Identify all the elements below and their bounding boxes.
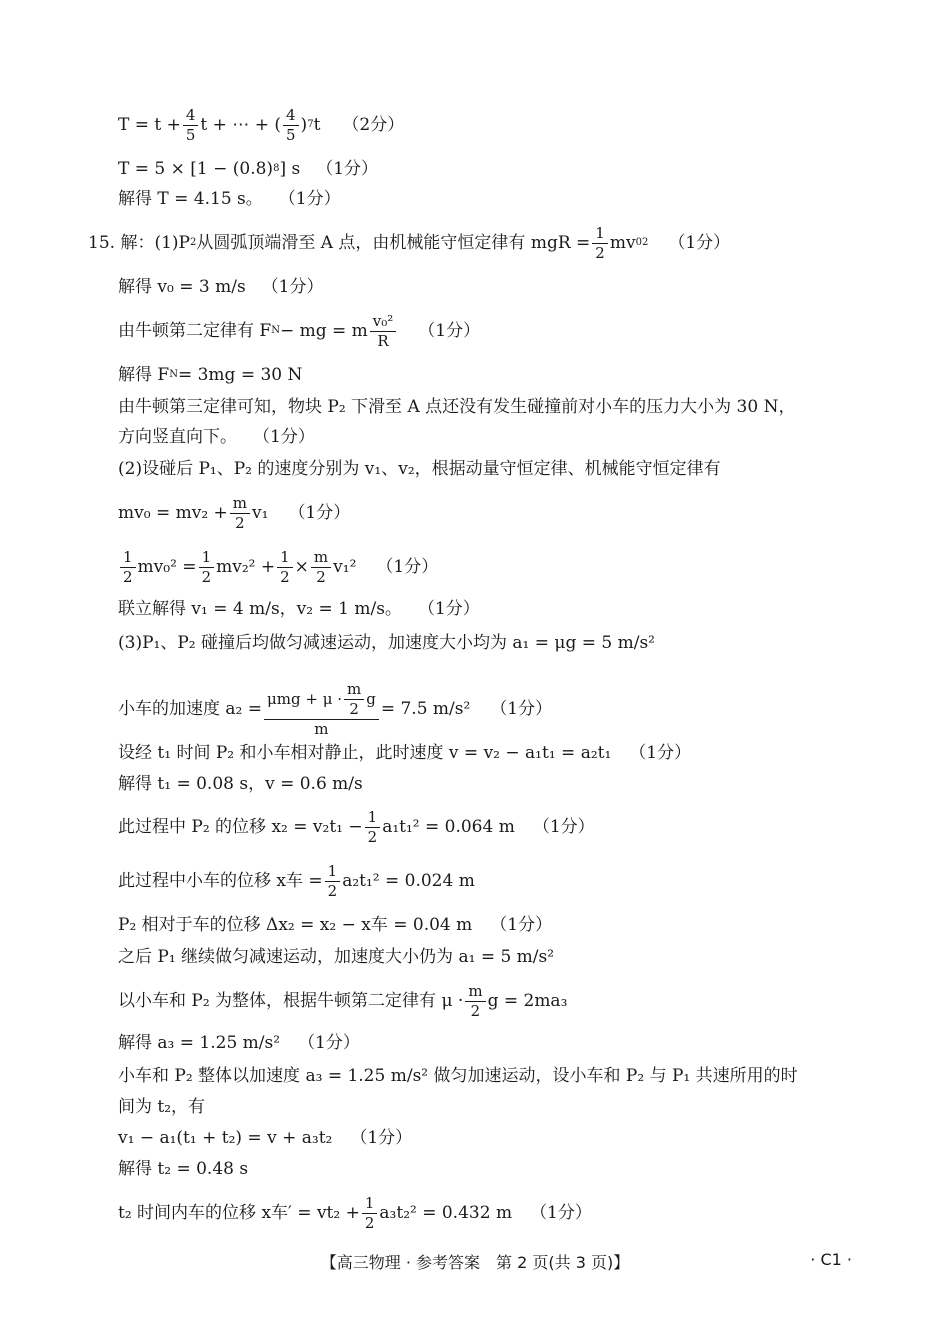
body-text: 小车和 P₂ 整体以加速度 a₃ = 1.25 m/s² 做匀加速运动，设小车和 P₂ 与 P₁ 共速所用的时: [118, 1066, 798, 1086]
t1-result: [118, 771, 363, 797]
numerator: 1: [362, 1196, 378, 1214]
period-sum-equation: [118, 156, 378, 182]
fraction: [183, 105, 199, 144]
score-label: （1分）: [261, 277, 324, 297]
fraction: [199, 547, 215, 586]
equation-text: − mg = m: [279, 321, 368, 341]
whole-system-equation: [118, 981, 568, 1020]
equation-text: ×: [294, 557, 309, 577]
numerator: 1: [199, 550, 215, 568]
result-text: 解得 F: [118, 365, 170, 385]
fraction: [277, 547, 293, 586]
equation-text: μmg + μ ·: [267, 689, 342, 708]
period-result: [118, 186, 341, 212]
body-text: 间为 t₂，有: [118, 1097, 206, 1117]
result-text: 联立解得 v₁ = 4 m/s，v₂ = 1 m/s。: [118, 599, 402, 619]
problem-15-intro: [88, 223, 731, 262]
numerator: 1: [120, 550, 136, 568]
equation-text: 由牛顿第二定律有 F: [118, 321, 272, 341]
score-label: （1分）: [376, 557, 439, 577]
exponent: 7: [307, 119, 314, 130]
equation-text: t₂ 时间内车的位移 x车′ = vt₂ +: [118, 1203, 360, 1223]
fraction: [120, 547, 136, 586]
velocity-solution: [118, 596, 480, 622]
body-text: 之后 P₁ 继续做匀减速运动，加速度大小仍为 a₁ = 5 m/s²: [118, 947, 555, 967]
equation-text: T = t +: [118, 115, 181, 135]
part-2-intro: [118, 456, 721, 482]
equation-text: 小车的加速度 a₂ =: [118, 699, 263, 719]
denominator: 2: [123, 567, 133, 586]
cart-displacement: [118, 861, 475, 900]
score-label: （1分）: [490, 699, 553, 719]
page-footer: [0, 1250, 950, 1276]
fraction: [325, 861, 341, 900]
fraction: [283, 105, 299, 144]
score-label: （1分）: [298, 1033, 360, 1053]
body-text: 设经 t₁ 时间 P₂ 和小车相对静止，此时速度 v = v₂ − a₁t₁ = a₂t₁: [118, 743, 612, 763]
numerator: v₀²: [370, 314, 397, 332]
denominator: 2: [349, 699, 359, 718]
equation-text: v₁ − a₁(t₁ + t₂) = v + a₃t₂: [118, 1128, 333, 1148]
score-label: （1分）: [278, 189, 341, 209]
fn-result: [118, 362, 302, 388]
footer-code: · C1 ·: [810, 1250, 852, 1269]
score-label: （1分）: [418, 321, 481, 341]
numerator: 1: [325, 864, 341, 882]
equation-text: mv₀ = mv₂ +: [118, 503, 228, 523]
t2-result: [118, 1156, 248, 1182]
part-3-intro: [118, 630, 655, 656]
score-label: （1分）: [530, 1203, 592, 1223]
equation-text: a₃t₂² = 0.432 m: [379, 1203, 513, 1223]
cart-displacement-t2: [118, 1193, 592, 1232]
equation-text: g: [366, 689, 376, 708]
body-text: 由牛顿第三定律可知，物块 P₂ 下滑至 A 点还没有发生碰撞前对小车的压力大小为 30 N，: [118, 397, 796, 417]
a3-result: [118, 1030, 360, 1056]
numerator: [264, 679, 379, 720]
fraction: [370, 311, 397, 350]
score-label: （1分）: [253, 427, 315, 447]
equation-text: 以小车和 P₂ 为整体，根据牛顿第二定律有 μ ·: [118, 991, 464, 1011]
score-label: （1分）: [288, 503, 351, 523]
momentum-equation: [118, 493, 351, 532]
footer-title: 【高三物理 · 参考答案 第 2 页(共 3 页)】: [320, 1253, 630, 1272]
fraction: [592, 223, 608, 262]
v0-result: [118, 274, 324, 300]
subscript: 0: [635, 237, 642, 248]
newton-second-law-equation: [118, 311, 481, 350]
t2-equation: [118, 1125, 412, 1151]
third-law-line-1: [118, 394, 795, 420]
numerator: m: [311, 550, 331, 568]
score-label: （1分）: [490, 915, 553, 935]
equation-text: mv₀² =: [137, 557, 197, 577]
energy-equation: [118, 547, 439, 586]
exponent: 8: [273, 163, 280, 174]
result-text: 解得 v₀ = 3 m/s: [118, 277, 246, 297]
denominator: 2: [235, 513, 245, 532]
numerator: 4: [283, 108, 299, 126]
equation-text: 此过程中小车的位移 x车 =: [118, 871, 323, 891]
p2-displacement: [118, 807, 595, 846]
common-velocity-line-1: [118, 1063, 798, 1089]
equation-text: 从圆弧顶端滑至 A 点，由机械能守恒定律有 mgR =: [196, 233, 591, 253]
after-p1-motion: [118, 944, 554, 970]
denominator: 2: [201, 567, 212, 586]
denominator: R: [377, 331, 389, 350]
subscript: 2: [189, 237, 197, 248]
score-label: （1分）: [629, 743, 692, 763]
equation-text: mv: [609, 233, 636, 253]
score-label: （1分）: [668, 233, 731, 253]
fraction: [365, 807, 381, 846]
result-text: 解得 T = 4.15 s。: [118, 189, 263, 209]
body-text: 方向竖直向下。: [118, 427, 237, 447]
equation-text: = 7.5 m/s²: [380, 699, 471, 719]
fraction: [230, 493, 250, 532]
denominator: 2: [367, 827, 378, 846]
equation-text: T = 5 × [1 − (0.8): [118, 159, 274, 179]
denominator: m: [314, 719, 329, 738]
equation-text: a₁t₁² = 0.064 m: [382, 817, 515, 837]
equation-text: t: [313, 115, 321, 135]
equation-text: ): [300, 115, 308, 135]
result-text: 解得 t₁ = 0.08 s，v = 0.6 m/s: [118, 774, 363, 794]
equation-text: 此过程中 P₂ 的位移 x₂ = v₂t₁ −: [118, 817, 363, 837]
score-label: （1分）: [417, 599, 480, 619]
equation-text: a₂t₁² = 0.024 m: [342, 871, 475, 891]
denominator: 2: [327, 881, 338, 900]
equation-text: 15. 解：(1)P: [88, 233, 190, 253]
result-text: = 3mg = 30 N: [177, 365, 303, 385]
denominator: 5: [185, 125, 196, 144]
equation-text: ] s: [279, 159, 301, 179]
result-text: 解得 a₃ = 1.25 m/s²: [118, 1033, 281, 1053]
body-text: (2)设碰后 P₁、P₂ 的速度分别为 v₁、v₂，根据动量守恒定律、机械能守恒定律有: [118, 459, 721, 479]
t1-setup: [118, 740, 691, 766]
numerator: m: [230, 496, 250, 514]
exponent: 2: [641, 237, 649, 248]
numerator: 1: [592, 226, 608, 244]
score-label: （2分）: [342, 115, 405, 135]
fraction: [311, 547, 331, 586]
equation-text: mv₂² +: [216, 557, 276, 577]
denominator: 2: [364, 1213, 375, 1232]
subscript: N: [271, 325, 280, 336]
equation-text: t + ⋯ + (: [200, 115, 281, 135]
denominator: 5: [286, 125, 296, 144]
fraction: [264, 679, 379, 738]
score-label: （1分）: [350, 1128, 413, 1148]
cart-acceleration-equation: [118, 679, 553, 738]
period-series-equation: [118, 105, 405, 144]
score-label: （1分）: [316, 159, 379, 179]
equation-text: P₂ 相对于车的位移 Δx₂ = x₂ − x车 = 0.04 m: [118, 915, 473, 935]
equation-text: v₁: [252, 503, 269, 523]
equation-text: v₁²: [333, 557, 357, 577]
numerator: 1: [365, 810, 381, 828]
result-text: 解得 t₂ = 0.48 s: [118, 1159, 249, 1179]
numerator: m: [465, 984, 485, 1002]
denominator: 2: [280, 567, 290, 586]
denominator: 2: [470, 1001, 481, 1020]
denominator: 2: [316, 567, 326, 586]
numerator: 4: [183, 108, 199, 126]
subscript: N: [169, 369, 178, 380]
score-label: （1分）: [532, 817, 595, 837]
body-text: (3)P₁、P₂ 碰撞后均做匀减速运动，加速度大小均为 a₁ = μg = 5 m/s²: [118, 633, 655, 653]
relative-displacement: [118, 912, 552, 938]
numerator: 1: [277, 550, 293, 568]
third-law-line-2: [118, 424, 315, 450]
denominator: 2: [595, 243, 605, 262]
common-velocity-line-2: [118, 1094, 205, 1120]
fraction: [362, 1193, 378, 1232]
numerator: m: [344, 682, 364, 700]
equation-text: g = 2ma₃: [487, 991, 568, 1011]
fraction: [344, 679, 364, 718]
fraction: [465, 981, 485, 1020]
